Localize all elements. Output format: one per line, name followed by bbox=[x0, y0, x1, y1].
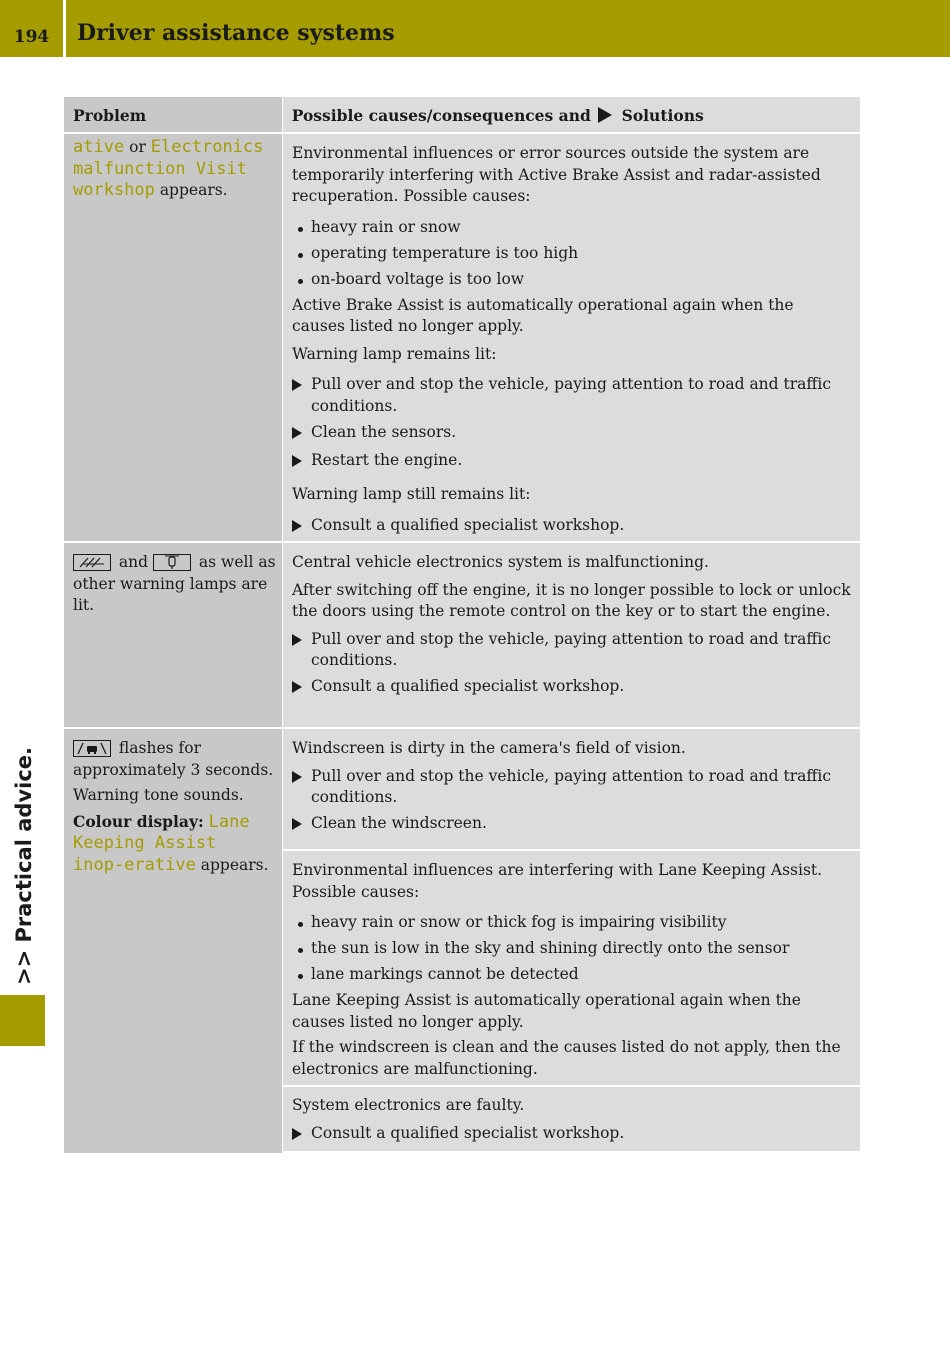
problem-text: appears. bbox=[154, 181, 228, 199]
header-divider bbox=[63, 0, 66, 57]
step-arrow-icon bbox=[292, 427, 302, 439]
list-item: Consult a qualified specialist workshop. bbox=[292, 515, 851, 539]
list-item: Consult a qualified specialist workshop. bbox=[292, 676, 851, 700]
list-item: on-board voltage is too low bbox=[292, 269, 851, 291]
problem-text: as well as other warning lamps are lit. bbox=[73, 553, 276, 614]
header-solutions-text: Possible causes/consequences and bbox=[291, 106, 591, 125]
list-item: the sun is low in the sky and shining directly onto the sensor bbox=[292, 938, 851, 960]
step-arrow-icon bbox=[292, 455, 302, 467]
step-arrow-icon bbox=[292, 379, 302, 391]
cause-text: After switching off the engine, it is no longer possible to lock or unlock the doors using the remote control on the key or to start the engine. bbox=[292, 580, 851, 620]
display-label: Colour display: bbox=[73, 811, 204, 831]
list-item: lane markings cannot be detected bbox=[292, 964, 851, 986]
lane-keeping-assist-icon bbox=[73, 740, 111, 757]
solution-cell bbox=[283, 543, 860, 727]
cause-text: Windscreen is dirty in the camera's field of vision. bbox=[292, 739, 686, 757]
list-item: Restart the engine. bbox=[292, 450, 851, 474]
step-arrow-icon bbox=[292, 634, 302, 646]
list-item: Consult a qualified specialist workshop. bbox=[292, 1123, 851, 1147]
list-item: operating temperature is too high bbox=[292, 243, 851, 265]
cause-text: Central vehicle electronics system is malfunctioning. bbox=[292, 553, 709, 571]
header-solutions bbox=[283, 97, 860, 132]
list-item: Pull over and stop the vehicle, paying attention to road and traffic conditions. bbox=[292, 629, 851, 672]
bullet-icon bbox=[298, 227, 303, 232]
list-item: Clean the sensors. bbox=[292, 422, 851, 446]
cause-text: If the windscreen is clean and the causes listed do not apply, then the electronics are malfunctioning. bbox=[292, 1038, 841, 1078]
list-item: Pull over and stop the vehicle, paying attention to road and traffic conditions. bbox=[292, 766, 851, 809]
solution-cell bbox=[283, 729, 860, 849]
cause-text: Warning lamp remains lit: bbox=[292, 344, 497, 363]
header-solutions-text-b: Solutions bbox=[621, 106, 704, 125]
section-tab-label: >> Practical advice. bbox=[12, 747, 36, 985]
page-header bbox=[0, 0, 950, 57]
play-arrow-icon bbox=[598, 107, 612, 123]
problem-cell bbox=[64, 134, 282, 541]
solutions-column bbox=[283, 134, 860, 541]
bullet-icon bbox=[298, 253, 303, 258]
header-problem: Problem bbox=[64, 97, 282, 132]
troubleshooting-table bbox=[64, 97, 860, 1153]
step-arrow-icon bbox=[292, 771, 302, 783]
step-arrow-icon bbox=[292, 681, 302, 693]
display-message: ative bbox=[73, 137, 125, 157]
table-row bbox=[64, 132, 860, 541]
table-row bbox=[64, 727, 860, 1153]
bullet-icon bbox=[298, 974, 303, 979]
list-item: heavy rain or snow bbox=[292, 217, 851, 239]
bullet-icon bbox=[298, 279, 303, 284]
step-arrow-icon bbox=[292, 520, 302, 532]
solution-cell bbox=[283, 849, 860, 1085]
problem-text: Warning tone sounds. bbox=[73, 786, 244, 804]
solutions-column bbox=[283, 543, 860, 727]
cause-text: Environmental influences or error sources outside the system are temporarily interfering with Active Brake Assist and radar-assisted recuperation. Possible causes: bbox=[292, 144, 821, 205]
radar-sensor-warning-icon bbox=[73, 554, 111, 571]
cause-text: Environmental influences are interfering with Lane Keeping Assist. Possible causes: bbox=[292, 861, 823, 901]
page-title: Driver assistance systems bbox=[77, 20, 395, 46]
solutions-column bbox=[283, 729, 860, 1153]
display-message: Lane Keeping Assist inop-erative bbox=[73, 811, 250, 875]
table-header bbox=[64, 97, 860, 132]
solution-cell bbox=[283, 1085, 860, 1151]
display-message: Electronics malfunction Visit workshop bbox=[73, 137, 264, 200]
cause-text: Lane Keeping Assist is automatically operational again when the causes listed no longer apply. bbox=[292, 991, 801, 1031]
problem-text: flashes for approximately 3 seconds. bbox=[73, 739, 274, 779]
bullet-icon bbox=[298, 948, 303, 953]
cause-text: Warning lamp still remains lit: bbox=[292, 485, 531, 503]
problem-cell bbox=[64, 729, 282, 1153]
step-arrow-icon bbox=[292, 818, 302, 830]
solution-cell bbox=[283, 134, 860, 541]
problem-text-display bbox=[73, 811, 276, 877]
page-number: 194 bbox=[13, 27, 50, 47]
list-item: Clean the windscreen. bbox=[292, 813, 851, 837]
problem-text: and bbox=[114, 553, 153, 571]
cause-text: Active Brake Assist is automatically operational again when the causes listed no longer apply. bbox=[292, 295, 794, 335]
list-item: Pull over and stop the vehicle, paying attention to road and traffic conditions. bbox=[292, 374, 851, 417]
problem-text: or bbox=[124, 138, 151, 156]
cause-text: System electronics are faulty. bbox=[292, 1096, 525, 1114]
key-warning-icon bbox=[153, 554, 191, 571]
bullet-icon bbox=[298, 922, 303, 927]
problem-text: appears. bbox=[195, 855, 269, 874]
table-row bbox=[64, 541, 860, 727]
step-arrow-icon bbox=[292, 1128, 302, 1140]
list-item: heavy rain or snow or thick fog is impairing visibility bbox=[292, 912, 851, 934]
section-tab-marker bbox=[0, 995, 45, 1046]
problem-cell bbox=[64, 543, 282, 727]
